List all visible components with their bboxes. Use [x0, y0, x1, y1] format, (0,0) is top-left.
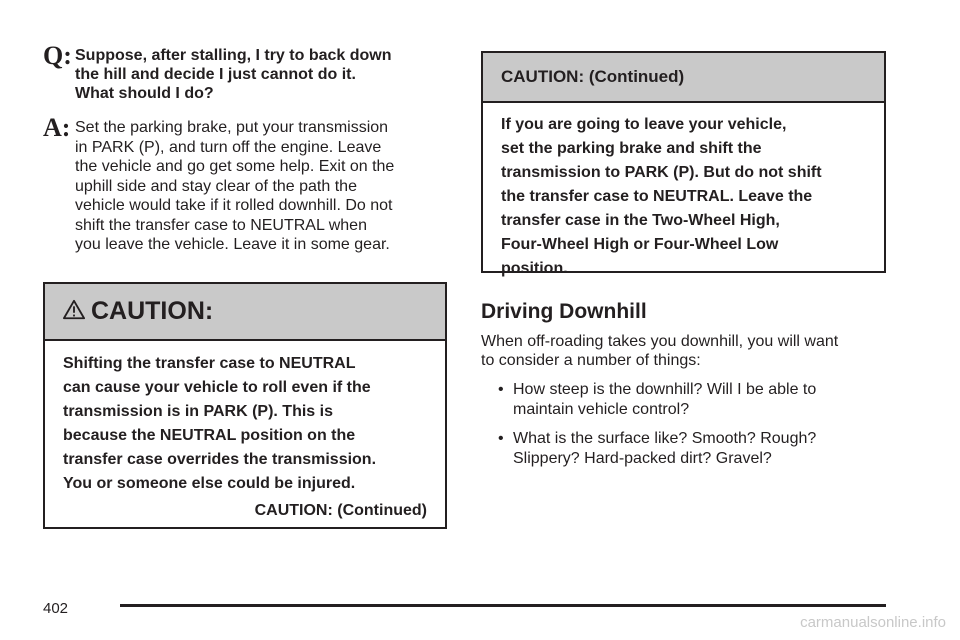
caution-line: position.: [501, 260, 568, 277]
page-number: 402: [43, 600, 69, 617]
question-label: Q:: [43, 41, 72, 70]
warning-triangle-icon: [63, 299, 85, 321]
caution-line: You or someone else could be injured.: [63, 475, 356, 492]
answer-line: shift the transfer case to NEUTRAL when: [75, 216, 367, 234]
answer-line: Set the parking brake, put your transmission: [75, 119, 389, 136]
caution-line: transmission is in PARK (P). This is: [63, 403, 333, 420]
caution-continued-title: CAUTION: (Continued): [501, 67, 685, 86]
caution-line: can cause your vehicle to roll even if the: [63, 379, 371, 396]
answer-line: uphill side and stay clear of the path the: [75, 177, 357, 195]
section-intro-line: to consider a number of things:: [481, 352, 701, 369]
caution-title: CAUTION:: [91, 297, 214, 325]
answer: [43, 113, 447, 255]
bullet-icon: •: [498, 430, 504, 447]
caution-continued-header: [483, 53, 884, 103]
caution-continued: CAUTION: (Continued): [254, 502, 427, 519]
footer-rule: [120, 604, 886, 607]
caution-continued-body: [483, 103, 884, 281]
bullet-list: [481, 380, 886, 468]
caution-line: Shifting the transfer case to NEUTRAL: [63, 355, 356, 372]
bullet-line: Slippery? Hard-packed dirt? Gravel?: [513, 449, 772, 467]
driving-downhill-section: [481, 300, 886, 478]
answer-line: vehicle would take if it rolled downhill. Do not: [75, 197, 393, 214]
answer-line: the vehicle and go get some help. Exit on the: [75, 158, 395, 175]
caution-line: transfer case overrides the transmission.: [63, 451, 377, 468]
answer-line: you leave the vehicle. Leave it in some gear.: [75, 236, 390, 253]
list-item: [481, 380, 886, 419]
caution-line: set the parking brake and shift the: [501, 140, 762, 157]
caution-line: transmission to PARK (P). But do not shift: [501, 164, 822, 181]
bullet-line: maintain vehicle control?: [513, 400, 690, 418]
qa-block: [43, 41, 447, 255]
bullet-icon: •: [498, 381, 504, 398]
caution-header: [45, 284, 445, 341]
caution-line: transfer case in the Two-Wheel High,: [501, 212, 780, 229]
question: [43, 41, 447, 103]
caution-line: the transfer case to NEUTRAL. Leave the: [501, 188, 813, 205]
caution-body: [45, 341, 445, 520]
answer-label: A:: [43, 113, 71, 142]
watermark: carmanualsonline.info: [800, 614, 946, 631]
bullet-line: How steep is the downhill? Will I be able to: [513, 381, 817, 398]
caution-box: [43, 282, 447, 529]
caution-line: If you are going to leave your vehicle,: [501, 116, 787, 133]
answer-line: in PARK (P), and turn off the engine. Leave: [75, 138, 382, 156]
question-line: the hill and decide I just cannot do it.: [75, 66, 356, 83]
caution-line: because the NEUTRAL position on the: [63, 427, 356, 444]
question-line: What should I do?: [75, 85, 214, 102]
bullet-line: What is the surface like? Smooth? Rough?: [513, 430, 817, 447]
section-title: Driving Downhill: [481, 300, 647, 323]
caution-line: Four-Wheel High or Four-Wheel Low: [501, 236, 779, 253]
question-line: Suppose, after stalling, I try to back down: [75, 47, 392, 64]
section-intro-line: When off-roading takes you downhill, you will want: [481, 333, 839, 350]
caution-continued-box: [481, 51, 886, 277]
list-item: [481, 429, 886, 468]
